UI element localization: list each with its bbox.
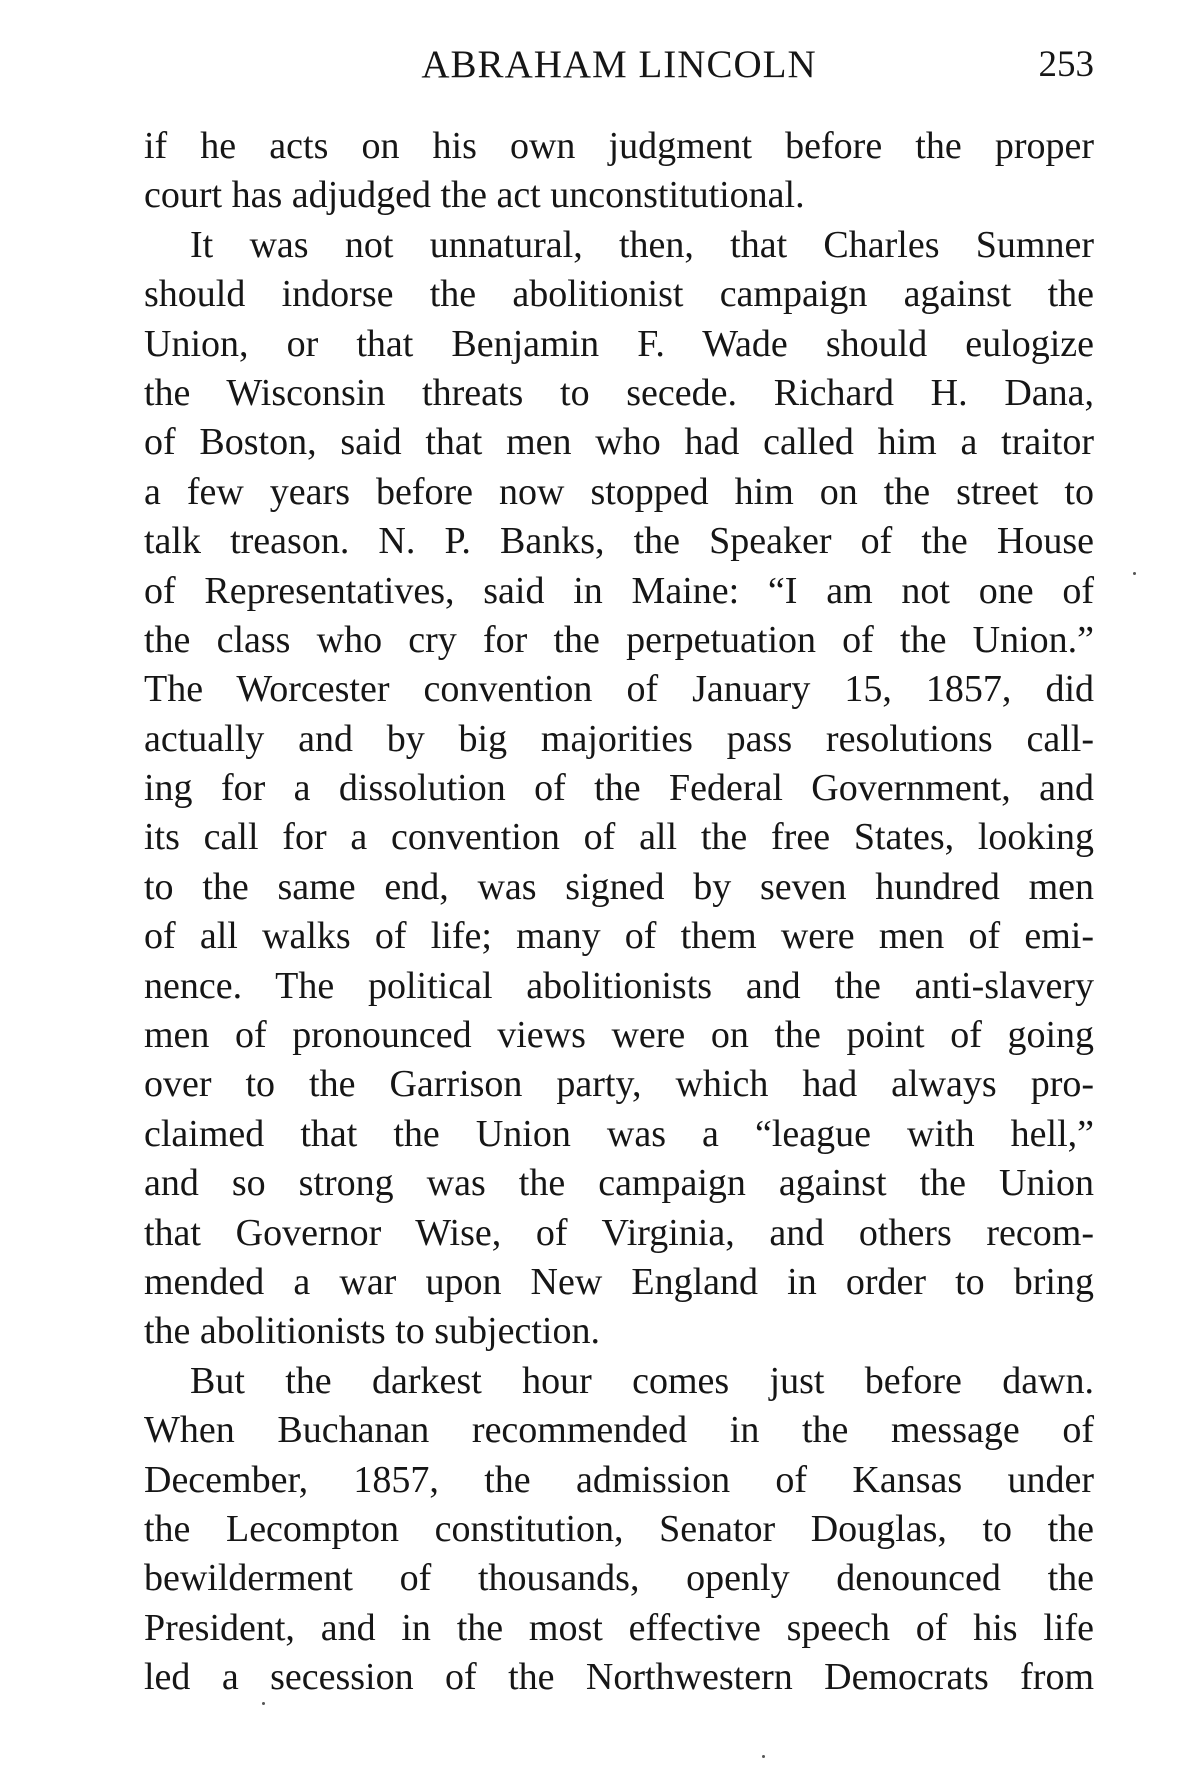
page-header — [144, 38, 1094, 92]
text-line: The Worcester convention of January 15, 1857, did — [144, 668, 1094, 711]
text-line: and so strong was the campaign against the Union — [144, 1162, 1094, 1205]
text-line: claimed that the Union was a “league with hell,” — [144, 1112, 1094, 1155]
text-line: of all walks of life; many of them were men of emi- — [144, 915, 1094, 958]
text-line: President, and in the most effective speech of his life — [144, 1606, 1094, 1649]
running-head: ABRAHAM LINCOLN — [421, 43, 817, 86]
text-line: its call for a convention of all the free States, looking — [144, 816, 1094, 859]
page-number: 253 — [1038, 44, 1094, 85]
text-line: led a secession of the Northwestern Democrats from — [144, 1656, 1094, 1699]
text-line: over to the Garrison party, which had always pro- — [144, 1063, 1094, 1106]
text-line: if he acts on his own judgment before the proper — [144, 125, 1094, 167]
body-text — [144, 122, 1094, 1703]
text-line: men of pronounced views were on the point of going — [144, 1014, 1094, 1057]
text-line: December, 1857, the admission of Kansas under — [144, 1458, 1094, 1501]
text-line: the class who cry for the perpetuation of the Union.” — [144, 618, 1094, 661]
text-line: a few years before now stopped him on the street to — [144, 470, 1094, 513]
text-line: talk treason. N. P. Banks, the Speaker of the House — [144, 520, 1094, 563]
text-line: court has adjudged the act unconstitutional. — [144, 174, 805, 217]
text-line: the Wisconsin threats to secede. Richard H. Dana, — [144, 371, 1094, 414]
text-line: actually and by big majorities pass resolutions call- — [144, 717, 1094, 760]
text-line: to the same end, was signed by seven hundred men — [144, 865, 1094, 908]
text-line: ing for a dissolution of the Federal Government, and — [144, 767, 1094, 810]
text-line: When Buchanan recommended in the message of — [144, 1409, 1094, 1452]
scan-speck — [1133, 572, 1136, 575]
text-line: But the darkest hour comes just before dawn. — [190, 1359, 1094, 1402]
text-line: It was not unnatural, then, that Charles Sumner — [190, 223, 1094, 266]
text-line: should indorse the abolitionist campaign against the — [144, 273, 1094, 316]
text-line: of Boston, said that men who had called him a traitor — [144, 421, 1094, 464]
text-line: bewilderment of thousands, openly denounced the — [144, 1557, 1094, 1600]
text-line: nence. The political abolitionists and the anti-slavery — [144, 964, 1094, 1007]
text-line: the Lecompton constitution, Senator Douglas, to the — [144, 1507, 1094, 1550]
text-line: that Governor Wise, of Virginia, and others recom- — [144, 1211, 1094, 1254]
text-line: mended a war upon New England in order to bring — [144, 1260, 1094, 1303]
text-line: the abolitionists to subjection. — [144, 1310, 600, 1353]
text-line: Union, or that Benjamin F. Wade should eulogize — [144, 322, 1094, 365]
scan-speck — [762, 1755, 765, 1758]
scan-speck — [262, 1702, 265, 1705]
text-line: of Representatives, said in Maine: “I am not one of — [144, 569, 1094, 612]
